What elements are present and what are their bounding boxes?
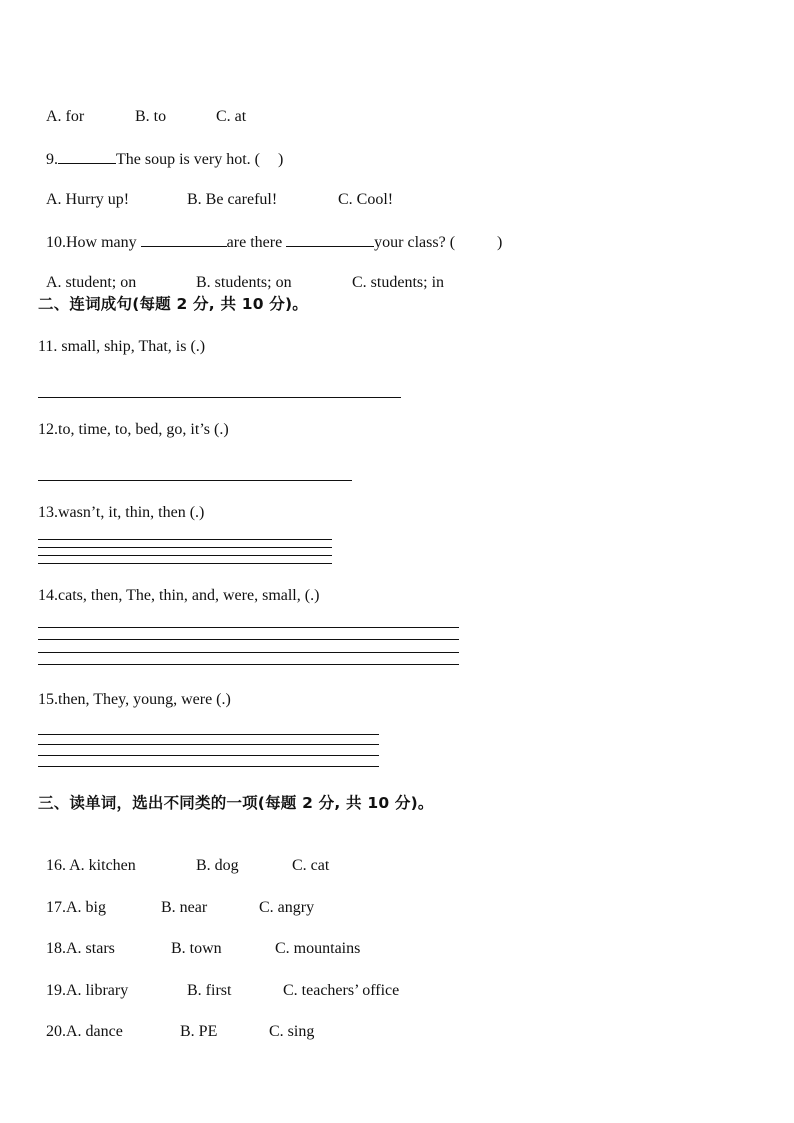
- q10-close-paren: ): [497, 234, 503, 251]
- q18-row: [38, 919, 360, 959]
- q10-option-a: A. student; on: [46, 274, 137, 291]
- q10-part1: How many: [66, 234, 141, 251]
- q17-option-a: 17.A. big: [46, 899, 106, 916]
- q12-answer-line[interactable]: [38, 480, 352, 481]
- q13-question: 13.wasn’t, it, thin, then (.): [38, 504, 205, 521]
- q9-close-paren: ): [277, 151, 284, 168]
- q14-answer-line-2[interactable]: [38, 639, 459, 640]
- q16-option-b: B. dog: [196, 857, 239, 874]
- q9-options: [38, 170, 393, 210]
- q10-options: [38, 253, 444, 293]
- q18-option-a: 18.A. stars: [46, 940, 115, 957]
- q9-text: The soup is very hot. (: [116, 151, 260, 168]
- q13-answer-line-1[interactable]: [38, 539, 332, 540]
- q10-part3: your class? (: [374, 234, 456, 251]
- q9-option-a: A. Hurry up!: [46, 191, 130, 208]
- q13-answer-line-3[interactable]: [38, 555, 332, 556]
- q19-row: [38, 961, 399, 1001]
- q15-answer-line-1[interactable]: [38, 734, 379, 735]
- q8-option-b: B. to: [135, 108, 167, 125]
- q8-options: [38, 87, 246, 127]
- q14-answer-line-1[interactable]: [38, 627, 459, 628]
- q10-blank-1[interactable]: [141, 232, 227, 247]
- q9-question: [38, 129, 283, 170]
- section-2-heading: 二、连词成句(每题 2 分, 共 10 分)。: [38, 295, 308, 313]
- q15-answer-line-3[interactable]: [38, 755, 379, 756]
- q18-option-b: B. town: [171, 940, 222, 957]
- q10-question: [38, 212, 502, 253]
- q15-question: 15.then, They, young, were (.): [38, 691, 231, 708]
- q13-answer-line-4[interactable]: [38, 563, 332, 564]
- q20-option-b: B. PE: [180, 1023, 218, 1040]
- q9-number: 9.: [46, 151, 58, 168]
- q9-answer-blank[interactable]: [58, 149, 116, 164]
- q10-part2: are there: [226, 234, 287, 251]
- q16-option-c: C. cat: [292, 857, 330, 874]
- q15-answer-line-4[interactable]: [38, 766, 379, 767]
- q11-answer-line[interactable]: [38, 397, 401, 398]
- q20-option-a: 20.A. dance: [46, 1023, 123, 1040]
- q14-question: 14.cats, then, The, thin, and, were, small, (.): [38, 587, 320, 604]
- q17-row: [38, 878, 314, 918]
- q13-answer-line-2[interactable]: [38, 547, 332, 548]
- q11-question: 11. small, ship, That, is (.): [38, 338, 206, 355]
- q14-answer-line-4[interactable]: [38, 664, 459, 665]
- q19-option-b: B. first: [187, 982, 232, 999]
- q12-question: 12.to, time, to, bed, go, it’s (.): [38, 421, 229, 438]
- q8-option-c: C. at: [216, 108, 247, 125]
- q10-option-c: C. students; in: [352, 274, 445, 291]
- q20-option-c: C. sing: [269, 1023, 315, 1040]
- section-3-heading: 三、读单词，选出不同类的一项(每题 2 分, 共 10 分)。: [38, 794, 434, 812]
- q20-row: [38, 1002, 314, 1042]
- q18-option-c: C. mountains: [275, 940, 361, 957]
- q9-option-c: C. Cool!: [338, 191, 394, 208]
- q16-option-a: 16. A. kitchen: [46, 857, 136, 874]
- q19-option-c: C. teachers’ office: [283, 982, 400, 999]
- q17-option-c: C. angry: [259, 899, 315, 916]
- q16-row: [38, 836, 329, 876]
- q10-blank-2[interactable]: [286, 232, 374, 247]
- q17-option-b: B. near: [161, 899, 208, 916]
- q14-answer-line-3[interactable]: [38, 652, 459, 653]
- q19-option-a: 19.A. library: [46, 982, 129, 999]
- q10-number: 10.: [46, 234, 66, 251]
- q8-option-a: A. for: [46, 108, 85, 125]
- q15-answer-line-2[interactable]: [38, 744, 379, 745]
- q9-option-b: B. Be careful!: [187, 191, 278, 208]
- q10-option-b: B. students; on: [196, 274, 292, 291]
